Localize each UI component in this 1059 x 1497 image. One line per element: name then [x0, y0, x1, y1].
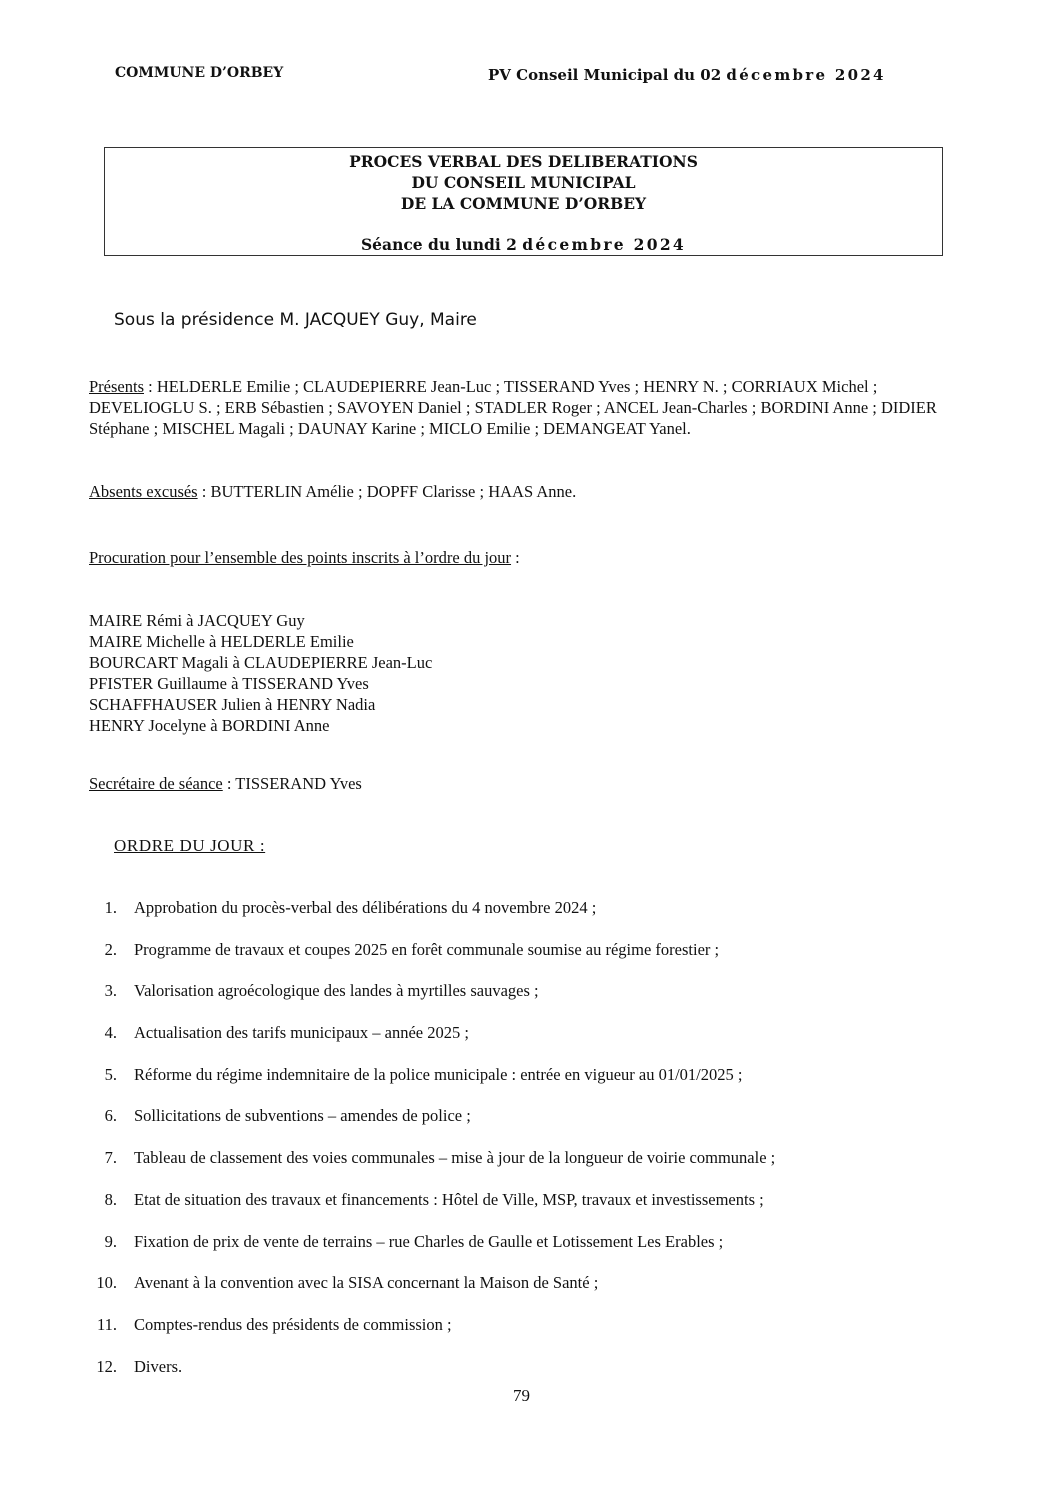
agenda-item-text: Avenant à la convention avec la SISA concernant la Maison de Santé ;: [134, 1273, 599, 1293]
seance-line: [105, 234, 942, 255]
procuration-label: Procuration pour l’ensemble des points inscrits à l’ordre du jour: [89, 548, 512, 567]
agenda-item-text: Fixation de prix de vente de terrains – rue Charles de Gaulle et Lotissement Les Erables ;: [134, 1231, 724, 1251]
agenda-item-text: Sollicitations de subventions – amendes de police ;: [134, 1106, 471, 1126]
secretaire-section: [89, 773, 362, 794]
agenda-item-text: Programme de travaux et coupes 2025 en forêt communale soumise au régime forestier ;: [134, 939, 720, 959]
page-number: 79: [513, 1386, 530, 1405]
procuration-item: SCHAFFHAUSER Julien à HENRY Nadia: [89, 695, 376, 714]
secretaire-separator: :: [222, 774, 236, 793]
procuration-item: MAIRE Rémi à JACQUEY Guy: [89, 611, 305, 630]
procuration-item: HENRY Jocelyne à BORDINI Anne: [89, 716, 330, 735]
absents-separator: :: [197, 482, 211, 501]
agenda-item-text: Actualisation des tarifs municipaux – année 2025 ;: [134, 1023, 469, 1043]
agenda-item-text: Réforme du régime indemnitaire de la police municipale : entrée en vigueur au 01/01/2025 ;: [134, 1064, 743, 1084]
agenda-item-number: 8.: [104, 1189, 117, 1209]
agenda-item-number: 2.: [104, 939, 117, 959]
commune-header: COMMUNE D’ORBEY: [115, 65, 284, 81]
procuration-list: [89, 610, 432, 736]
ordre-du-jour-title: ORDRE DU JOUR :: [114, 836, 266, 855]
agenda-item-number: 3.: [104, 981, 117, 1001]
agenda-item-number: 4.: [104, 1023, 117, 1043]
procuration-heading: [89, 547, 520, 568]
presents-section: [89, 376, 949, 439]
title-line-2: DU CONSEIL MUNICIPAL: [411, 173, 636, 192]
agenda-item-text: Etat de situation des travaux et financements : Hôtel de Ville, MSP, travaux et investissements ;: [134, 1189, 764, 1209]
presents-label: Présents: [89, 377, 144, 396]
agenda-item-number: 12.: [96, 1356, 117, 1376]
presidence-line: Sous la présidence M. JACQUEY Guy, Maire: [114, 310, 477, 330]
secretaire-name: TISSERAND Yves: [235, 774, 362, 793]
procuration-item: MAIRE Michelle à HELDERLE Emilie: [89, 632, 354, 651]
secretaire-label: Secrétaire de séance: [89, 774, 223, 793]
agenda-item-text: Divers.: [134, 1356, 183, 1376]
absents-section: [89, 481, 576, 502]
title-line-3: DE LA COMMUNE D’ORBEY: [400, 194, 647, 213]
agenda-item-number: 6.: [104, 1106, 117, 1126]
agenda-item-number: 9.: [104, 1231, 117, 1251]
agenda-item-text: Comptes-rendus des présidents de commission ;: [134, 1314, 452, 1334]
seance-prefix: Séance du lundi 2: [360, 235, 517, 254]
procuration-item: BOURCART Magali à CLAUDEPIERRE Jean-Luc: [89, 653, 433, 672]
absents-names: BUTTERLIN Amélie ; DOPFF Clarisse ; HAAS Anne.: [210, 482, 577, 501]
procuration-item: PFISTER Guillaume à TISSERAND Yves: [89, 674, 369, 693]
pv-header-date: décembre 2024: [726, 66, 886, 84]
pv-header: [488, 66, 886, 84]
agenda-item-text: Valorisation agroécologique des landes à myrtilles sauvages ;: [134, 981, 539, 1001]
agenda-item-number: 5.: [104, 1064, 117, 1084]
title-line-1: PROCES VERBAL DES DELIBERATIONS: [349, 152, 698, 171]
agenda-item-number: 11.: [96, 1314, 117, 1334]
agenda-item-number: 1.: [104, 898, 117, 917]
seance-date: décembre 2024: [522, 235, 686, 254]
agenda-item-text: Approbation du procès-verbal des délibérations du 4 novembre 2024 ;: [134, 898, 597, 917]
agenda-item-number: 7.: [104, 1148, 117, 1168]
agenda-item-number: 10.: [96, 1273, 117, 1293]
title-box: [104, 147, 943, 256]
absents-label: Absents excusés: [89, 482, 198, 501]
presents-separator: :: [144, 377, 157, 396]
agenda-item-text: Tableau de classement des voies communales – mise à jour de la longueur de voirie communale ;: [134, 1148, 776, 1168]
presents-names: HELDERLE Emilie ; CLAUDEPIERRE Jean-Luc ; TISSERAND Yves ; HENRY N. ; CORRIAUX Michel ; DEVELIOGLU S. ; ERB Sébastien ; SAVOYEN Daniel ; STADLER Roger ; ANCEL Jean-Charles ; BORDINI Anne ; DIDIER Stéphane ; MISCHEL Magali ; DAUNAY Karine ; MICLO Emilie ; DEMANGEAT Yanel.: [89, 377, 937, 438]
procuration-separator: :: [511, 548, 520, 567]
pv-header-prefix: PV Conseil Municipal du 02: [488, 66, 722, 84]
